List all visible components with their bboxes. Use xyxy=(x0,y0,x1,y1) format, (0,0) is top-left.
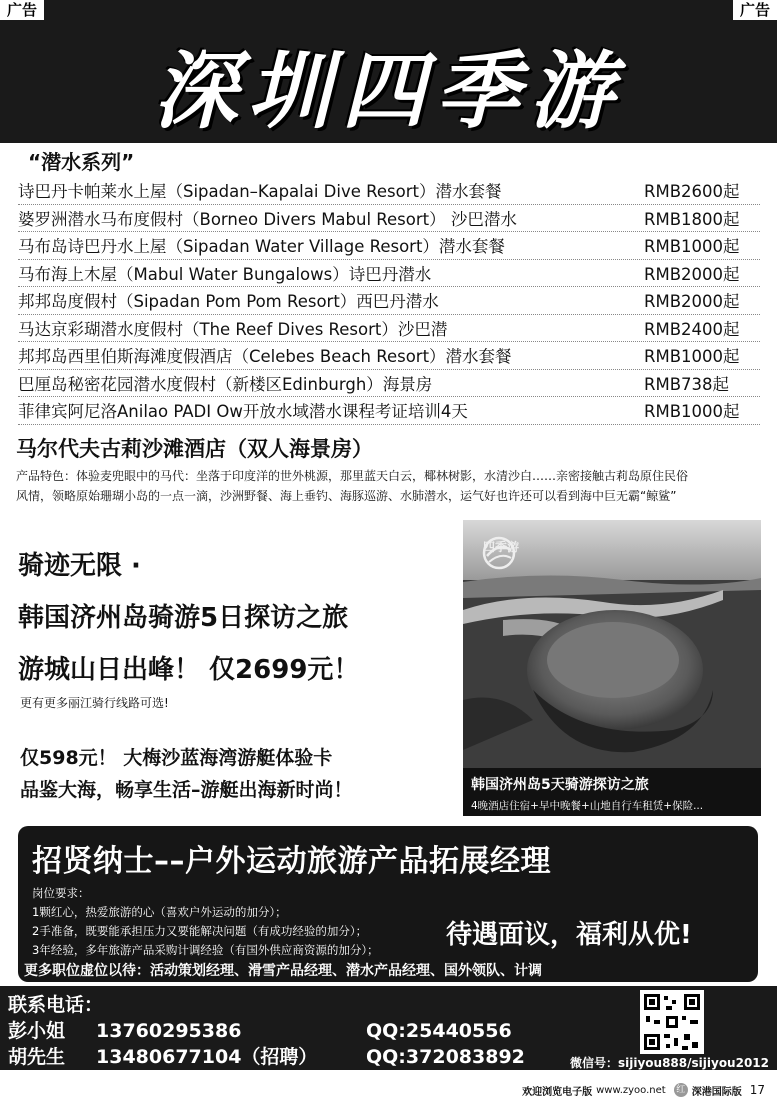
brand-logo-icon xyxy=(479,536,519,570)
yacht-promo xyxy=(20,742,460,806)
requirement-item: 2手准备，既要能承担压力又要能解决问题（有成功经验的加分）； xyxy=(32,924,368,938)
maldives-title: 马尔代夫古莉沙滩酒店（双人海景房） xyxy=(16,437,373,461)
brand-title: 深圳四季游 xyxy=(153,41,624,140)
maldives-desc-line: 风情，领略原始珊瑚小岛的一点一滴，沙洲野餐、海上垂钓、海豚巡游、水肺潜水，运气好也许还可以看到海中巨无霸“鲸鲨” xyxy=(16,489,677,503)
cycling-note: 更有更多丽江骑行线路可选! xyxy=(20,696,169,710)
contact-section xyxy=(0,986,777,1070)
resort-row xyxy=(18,342,760,370)
resort-price: RMB2000起 xyxy=(644,264,740,284)
more-positions: 更多职位虚位以待：活动策划经理、滑雪产品经理、潜水产品经理、国外领队、计调 xyxy=(24,963,542,979)
brand-logo xyxy=(479,536,523,555)
resort-row xyxy=(18,205,760,233)
qr-code-icon xyxy=(640,990,704,1054)
diving-resort-list xyxy=(18,177,760,425)
edition-logo-icon: 红 xyxy=(674,1083,688,1097)
resort-row xyxy=(18,397,760,425)
photo-caption xyxy=(463,768,761,816)
ad-label-left: 广告 xyxy=(0,0,44,20)
resort-name: 巴厘岛秘密花园潜水度假村（新楼区Edinburgh）海景房 xyxy=(18,374,433,394)
requirements-label: 岗位要求： xyxy=(32,886,90,900)
cycling-headline: 骑迹无限 · xyxy=(18,551,141,581)
resort-name: 马布岛诗巴丹水上屋（Sipadan Water Village Resort）潜水套餐 xyxy=(18,237,505,257)
resort-name: 邦邦岛西里伯斯海滩度假酒店（Celebes Beach Resort）潜水套餐 xyxy=(18,347,512,367)
ad-label-right: 广告 xyxy=(733,0,777,20)
salary-offer: 待遇面议，福利从优! xyxy=(446,920,692,950)
maldives-desc-line: 产品特色：体验麦兜眼中的马代：坐落于印度洋的世外桃源，那里蓝天白云，椰林树影，水清沙白……亲密接触古莉岛原住民俗 xyxy=(16,469,689,483)
resort-row xyxy=(18,260,760,288)
resort-name: 婆罗洲潜水马布度假村（Borneo Divers Mabul Resort） 沙巴潜水 xyxy=(18,209,517,229)
resort-price: RMB2600起 xyxy=(644,182,740,202)
footer-edition: 深港国际版 xyxy=(691,1086,742,1098)
footer-label: 欢迎浏览电子版 xyxy=(522,1086,593,1098)
contact-row xyxy=(8,1016,512,1043)
cycling-price-line: 游城山日出峰！ 仅2699元！ xyxy=(18,655,360,685)
resort-price: RMB2000起 xyxy=(644,292,740,312)
photo-caption-title: 韩国济州岛5天骑游探访之旅 xyxy=(471,777,649,793)
contact-name: 胡先生 xyxy=(8,1046,66,1068)
requirement-item: 1颗红心，热爱旅游的心（喜欢户外运动的加分）； xyxy=(32,905,287,919)
resort-row xyxy=(18,287,760,315)
resort-row xyxy=(18,315,760,343)
contact-phone: 13760295386 xyxy=(96,1020,242,1042)
maldives-description xyxy=(16,466,766,506)
resort-price: RMB2400起 xyxy=(644,319,740,339)
yacht-offer: 仅598元！ 大梅沙蓝海湾游艇体验卡 xyxy=(20,747,333,769)
footer-url[interactable]: www.zyoo.net xyxy=(596,1084,666,1096)
contact-label: 联系电话： xyxy=(8,994,104,1016)
resort-price: RMB1000起 xyxy=(644,402,740,422)
requirement-item: 3年经验，多年旅游产品采购计调经验（有国外供应商资源的加分）； xyxy=(32,943,379,957)
job-requirements xyxy=(32,884,379,960)
resort-price: RMB1800起 xyxy=(644,209,740,229)
resort-name: 诗巴丹卡帕莱水上屋（Sipadan–Kapalai Dive Resort）潜水套餐 xyxy=(18,182,502,202)
photo-caption-subtitle: 4晚酒店住宿+早中晚餐+山地自行车租赁+保险... xyxy=(471,800,704,812)
recruitment-box xyxy=(18,826,758,982)
contact-phone: 13480677104（招聘） xyxy=(96,1046,318,1068)
resort-row xyxy=(18,177,760,205)
page-number: 17 xyxy=(749,1083,765,1097)
recruitment-title: 招贤纳士––户外运动旅游产品拓展经理 xyxy=(32,844,551,879)
resort-name: 邦邦岛度假村（Sipadan Pom Pom Resort）西巴丹潜水 xyxy=(18,292,439,312)
resort-price: RMB738起 xyxy=(644,374,730,394)
brand-logo-text: 四季游 xyxy=(482,540,519,554)
cycling-tour-name: 韩国济州岛骑游5日探访之旅 xyxy=(18,603,349,633)
jeju-island-photo xyxy=(463,520,761,816)
contact-qq: QQ:25440556 xyxy=(366,1020,512,1042)
resort-name: 马达京彩瑚潜水度假村（The Reef Dives Resort）沙巴潜 xyxy=(18,319,448,339)
resort-name: 马布海上木屋（Mabul Water Bungalows）诗巴丹潜水 xyxy=(18,264,432,284)
resort-price: RMB1000起 xyxy=(644,347,740,367)
contact-row xyxy=(8,1042,525,1069)
qr-code-graphic xyxy=(640,990,704,1054)
header-banner xyxy=(0,0,777,143)
resort-row xyxy=(18,232,760,260)
yacht-slogan: 品鉴大海，畅享生活–游艇出海新时尚！ xyxy=(20,779,353,801)
wechat-id: 微信号：sijiyou888/sijiyou2012 xyxy=(569,1056,769,1070)
cycling-tour-promo xyxy=(18,540,458,696)
resort-row xyxy=(18,370,760,398)
page-footer xyxy=(0,1080,777,1100)
resort-price: RMB1000起 xyxy=(644,237,740,257)
resort-name: 菲律宾阿尼洛Anilao PADI Ow开放水域潜水课程考证培训4天 xyxy=(18,402,468,422)
contact-qq: QQ:372083892 xyxy=(366,1046,525,1068)
diving-series-title: “潜水系列” xyxy=(28,150,135,174)
contact-name: 彭小姐 xyxy=(8,1020,66,1042)
